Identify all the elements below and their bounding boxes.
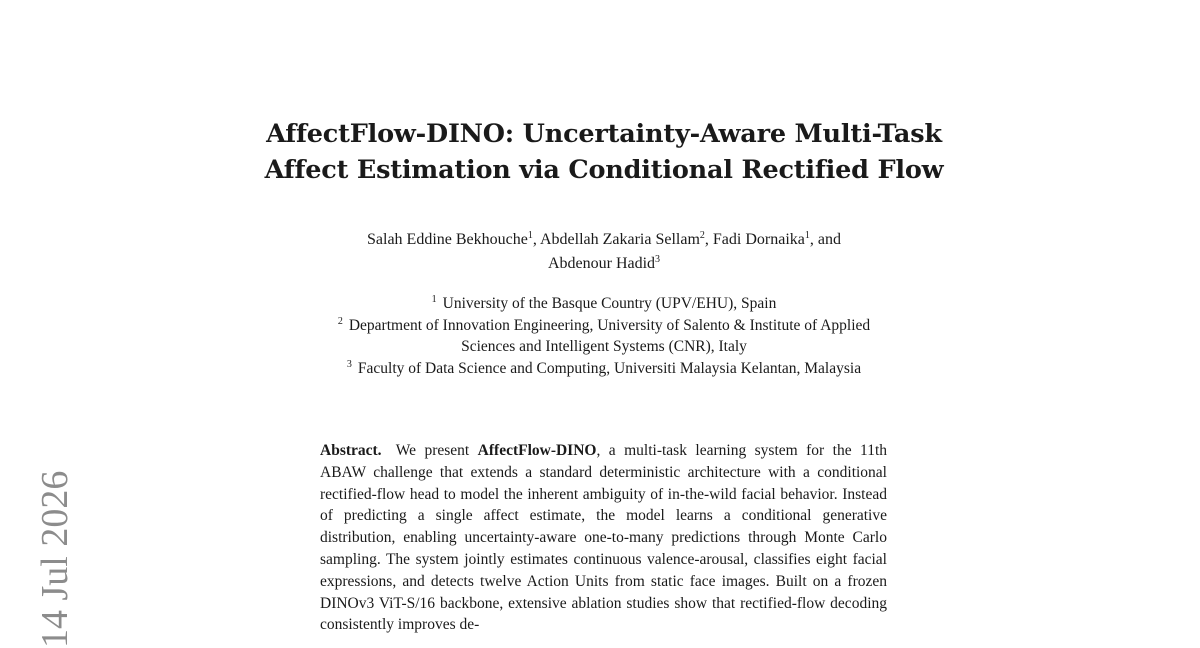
title-line-1: AffectFlow-DINO: Uncertainty-Aware Multi-Task	[266, 119, 942, 149]
affiliation-number: 1	[431, 294, 437, 305]
author-affil-mark: 1	[804, 230, 810, 241]
affiliation-list	[200, 293, 1008, 379]
author-affil-mark: 3	[655, 254, 661, 265]
author-list	[200, 228, 1008, 276]
affiliation-text: Faculty of Data Science and Computing, Universiti Malaysia Kelantan, Malaysia	[357, 359, 862, 377]
abstract-body: , a multi-task learning system for the 11th ABAW challenge that extends a standard deterministic architecture with a conditional rectified-flow head to model the inherent ambiguity of in-the-wild facial behavior. Instead of predicting a single affect estimate, the model learns a conditional generative distribution, enabling uncertainty-aware one-to-many predictions through Monte Carlo sampling. The system jointly estimates continuous valence-arousal, classifies eight facial expressions, and detects twelve Action Units from static face images. Built on a frozen DINOv3 ViT-S/16 backbone, extensive ablation studies show that rectified-flow decoding consistently improves de-	[320, 442, 888, 634]
system-name: AffectFlow-DINO	[477, 442, 597, 459]
author-affil-mark: 1	[527, 230, 533, 241]
affiliation-item	[200, 358, 1008, 380]
abstract	[320, 440, 887, 636]
author-separator: , and	[809, 231, 841, 248]
author-name: Abdellah Zakaria Sellam	[539, 231, 700, 248]
title-line-2: Affect Estimation via Conditional Rectified Flow	[264, 155, 944, 185]
affiliation-text: University of the Basque Country (UPV/EHU), Spain	[442, 295, 777, 312]
affiliation-number: 3	[346, 358, 352, 370]
affiliation-number: 2	[337, 315, 343, 327]
author-name: Salah Eddine Bekhouche	[367, 231, 528, 248]
author-separator: ,	[532, 231, 540, 248]
paper-title	[200, 116, 1008, 188]
abstract-lead: We present	[395, 442, 470, 459]
affiliation-text: Department of Innovation Engineering, University of Salento & Institute of Applied	[348, 316, 871, 334]
author-separator: ,	[704, 231, 713, 248]
arxiv-date-stamp: 14 Jul 2026	[34, 470, 76, 648]
author-name: Fadi Dornaika	[712, 231, 805, 248]
affiliation-item-continued: Sciences and Intelligent Systems (CNR), Italy	[461, 338, 747, 355]
affiliation-item	[200, 293, 1008, 315]
affiliation-item	[200, 315, 1008, 337]
author-affil-mark: 2	[699, 230, 705, 241]
abstract-label: Abstract.	[320, 442, 382, 459]
author-name: Abdenour Hadid	[547, 255, 656, 272]
